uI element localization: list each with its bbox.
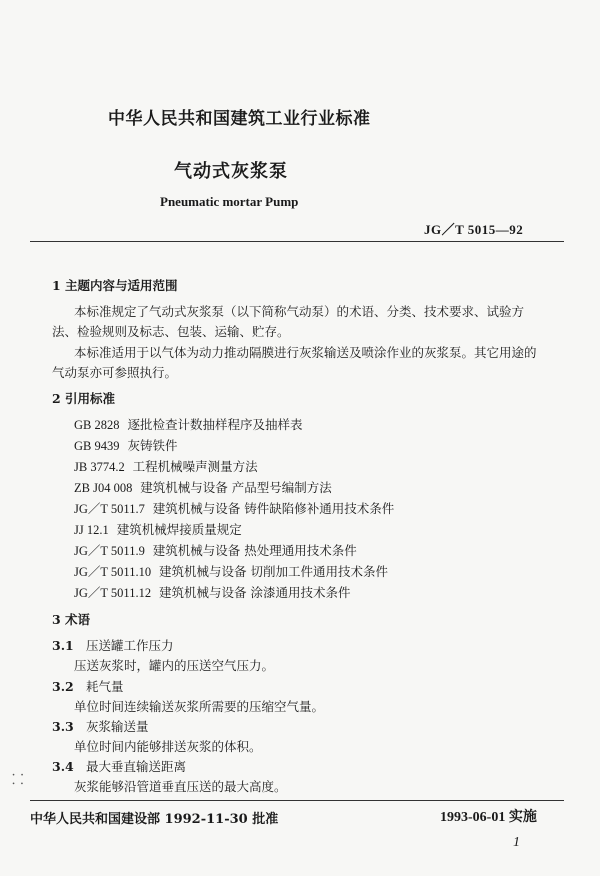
header-divider [30, 241, 564, 242]
term-name: 最大垂直输送距离 [86, 759, 187, 774]
reference-item [74, 583, 351, 601]
section-3-heading: 3 术语 [52, 612, 91, 627]
reference-title: 建筑机械与设备 涂漆通用技术条件 [159, 585, 351, 600]
term-number: 3.4 [52, 759, 74, 774]
reference-code: JG／T 5011.10 [74, 565, 152, 579]
reference-title: 建筑机械与设备 切削加工件通用技术条件 [159, 564, 389, 579]
reference-title: 逐批检查计数抽样程序及抽样表 [127, 417, 303, 432]
reference-item [74, 478, 332, 496]
reference-title: 灰铸铁件 [127, 438, 178, 453]
reference-item [74, 457, 258, 475]
term-number: 3.2 [52, 679, 74, 694]
reference-code: JG／T 5011.12 [74, 586, 152, 600]
section-1-heading: 1 主题内容与适用范围 [52, 278, 178, 293]
term-name: 耗气量 [86, 679, 124, 694]
term-number: 3.3 [52, 719, 74, 734]
reference-code: JG／T 5011.7 [74, 502, 145, 516]
term-definition: 灰浆能够沿管道垂直压送的最大高度。 [74, 779, 287, 794]
document-title-chinese: 气动式灰浆泵 [174, 161, 288, 182]
term-name: 灰浆输送量 [86, 719, 149, 734]
implementation-date: 1993-06-01 实施 [440, 810, 537, 825]
section-1-line: 本标准规定了气动式灰浆泵（以下简称气动泵）的术语、分类、技术要求、试验方 [74, 304, 525, 319]
term-heading [52, 677, 124, 695]
reference-title: 建筑机械与设备 热处理通用技术条件 [152, 543, 357, 558]
page-number: 1 [513, 835, 520, 850]
term-heading [52, 636, 174, 654]
reference-item [74, 415, 302, 433]
reference-item [74, 520, 242, 538]
reference-title: 建筑机械与设备 产品型号编制方法 [140, 480, 332, 495]
standard-category-header: 中华人民共和国建筑工业行业标准 [108, 109, 371, 129]
section-1-line: 本标准适用于以气体为动力推动隔膜进行灰浆输送及喷涂作业的灰浆泵。其它用途的 [74, 345, 537, 360]
reference-item [74, 541, 357, 559]
section-2-heading: 2 引用标准 [52, 391, 116, 406]
reference-code: JJ 12.1 [74, 523, 109, 537]
section-1-line: 气动泵亦可参照执行。 [52, 365, 178, 380]
term-heading [52, 757, 186, 775]
margin-scribble: ⸬ [12, 772, 24, 788]
reference-item [74, 499, 394, 517]
term-definition: 单位时间连续输送灰浆所需要的压缩空气量。 [74, 699, 325, 714]
reference-title: 建筑机械焊接质量规定 [116, 522, 242, 537]
standard-number: JG／T 5015—92 [424, 222, 524, 237]
term-heading [52, 717, 149, 735]
approval-info: 中华人民共和国建设部 1992-11-30 批准 [30, 812, 279, 827]
reference-code: GB 9439 [74, 439, 120, 453]
term-definition: 单位时间内能够排送灰浆的体积。 [74, 739, 262, 754]
term-name: 压送罐工作压力 [86, 638, 174, 653]
reference-code: GB 2828 [74, 418, 120, 432]
term-definition: 压送灰浆时，罐内的压送空气压力。 [74, 658, 275, 673]
reference-code: ZB J04 008 [74, 481, 133, 495]
term-number: 3.1 [52, 638, 74, 653]
section-1-line: 法、检验规则及标志、包装、运输、贮存。 [52, 324, 290, 339]
reference-code: JG／T 5011.9 [74, 544, 145, 558]
reference-title: 建筑机械与设备 铸件缺陷修补通用技术条件 [152, 501, 395, 516]
reference-item [74, 436, 177, 454]
document-title-english: Pneumatic mortar Pump [160, 194, 299, 209]
reference-title: 工程机械噪声测量方法 [132, 459, 258, 474]
reference-code: JB 3774.2 [74, 460, 125, 474]
reference-item [74, 562, 388, 580]
footer-divider [30, 800, 564, 801]
